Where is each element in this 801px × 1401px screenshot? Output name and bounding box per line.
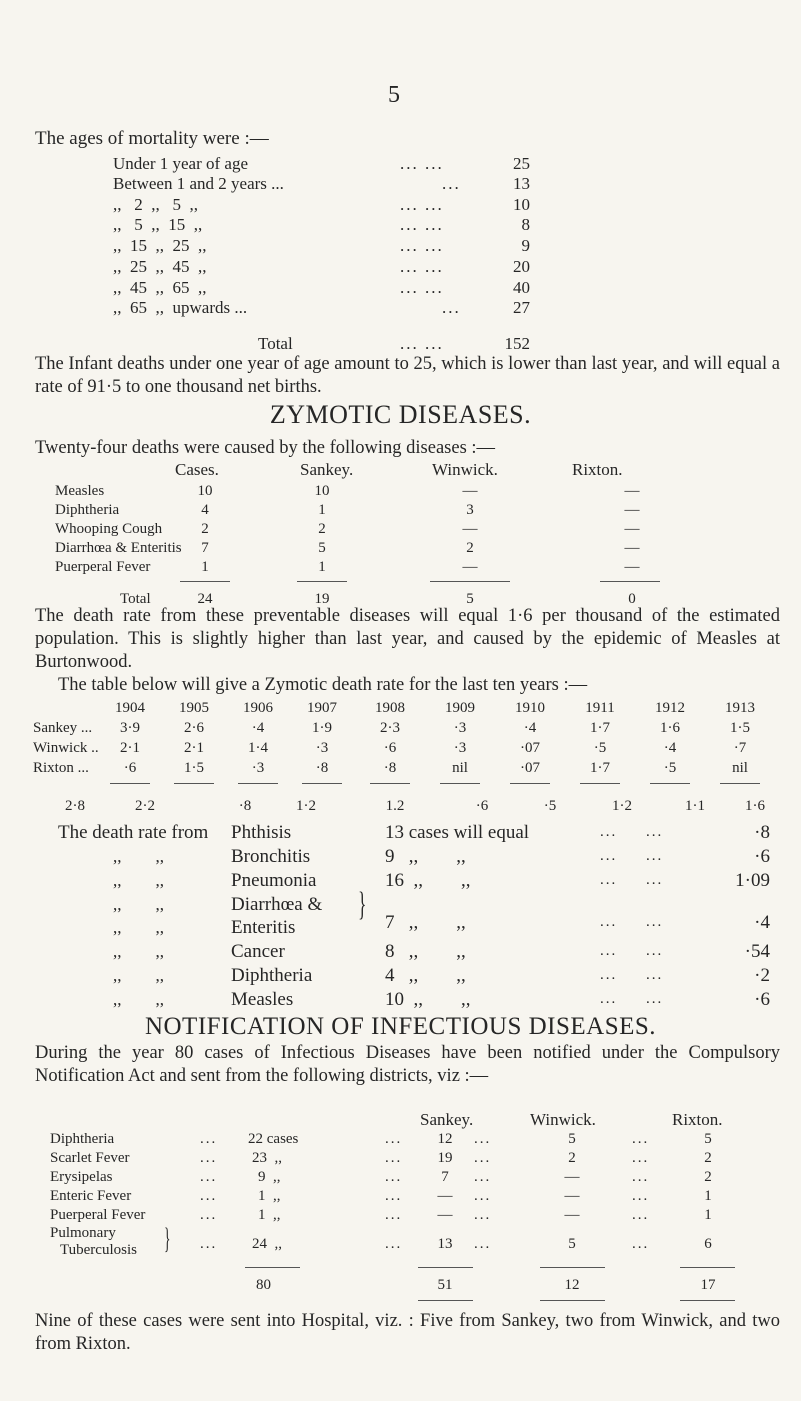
age-row-dots: ...	[442, 174, 461, 193]
notification-heading: NOTIFICATION OF INFECTIOUS DISEASES.	[144, 1013, 657, 1040]
ten-year-total: ·8	[238, 798, 252, 814]
rule	[370, 783, 410, 784]
death-rate-value: ·6	[754, 989, 770, 1010]
notification-dots: ...	[632, 1207, 650, 1223]
age-row-dots: ... ...	[400, 215, 444, 234]
death-rate-ditto: ,, ,,	[113, 871, 164, 890]
age-row-label: Between 1 and 2 years ...	[113, 174, 284, 193]
zymotic-row-name: Diarrhœa & Enteritis	[55, 540, 182, 556]
ten-year-cell: 1·4	[248, 740, 268, 756]
notification-footer: Nine of these cases were sent into Hospital, viz. : Five from Sankey, two from Winwick, and two from Rixton.	[35, 1311, 780, 1354]
ten-year-intro: The table below will give a Zymotic death rate for the last ten years :—	[58, 675, 588, 695]
age-row-dots: ... ...	[400, 257, 444, 276]
ten-year-row-name: Rixton ...	[33, 760, 89, 776]
notification-row-cases: 22 cases	[248, 1131, 299, 1147]
death-rate-value: ·54	[744, 941, 770, 962]
zymotic-total-cases: 24	[197, 591, 213, 607]
ten-year-cell: 1·7	[590, 760, 610, 776]
zymotic-total-sankey: 19	[314, 591, 330, 607]
notification-total-rixton: 17	[700, 1277, 716, 1293]
notification-row-rixton: 2	[704, 1150, 712, 1166]
age-row-value: 25	[513, 154, 530, 173]
zymotic-row-rixton: —	[624, 559, 640, 575]
zymotic-total-winwick: 5	[466, 591, 474, 607]
death-rate-cases: 16 ,, ,,	[385, 870, 471, 891]
ten-year-total: ·6	[475, 798, 489, 814]
notification-dots: ...	[474, 1188, 492, 1204]
ten-year-cell: ·5	[593, 740, 607, 756]
notification-row-rixton: 6	[704, 1236, 712, 1252]
col-header-winwick: Winwick.	[530, 1110, 596, 1129]
ten-year-cell: ·07	[520, 740, 540, 756]
age-row-label: Under 1 year of age	[113, 154, 248, 173]
rule	[418, 1300, 473, 1301]
ten-year-cell: ·4	[251, 720, 265, 736]
death-rate-ditto: ,, ,,	[113, 918, 164, 937]
notification-dots: ...	[474, 1131, 492, 1147]
age-row-dots: ... ...	[400, 154, 444, 173]
ten-year-cell: ·07	[520, 760, 540, 776]
death-rate-disease: Phthisis	[231, 822, 292, 843]
zymotic-row-rixton: —	[624, 521, 640, 537]
ten-year-cell: 2·1	[120, 740, 140, 756]
ages-total-label: Total	[258, 334, 293, 353]
notification-total-sankey: 51	[437, 1277, 453, 1293]
zymotic-row-sankey: 2	[318, 521, 326, 537]
zymotic-row-rixton: —	[624, 502, 640, 518]
notification-row-name: Puerperal Fever	[50, 1207, 146, 1223]
death-rate-cases: 10 ,, ,,	[385, 989, 471, 1010]
ten-year-cell: ·4	[663, 740, 677, 756]
zymotic-row-sankey: 1	[318, 559, 326, 575]
year-header: 1913	[725, 700, 755, 716]
col-header-rixton: Rixton.	[572, 460, 623, 479]
ten-year-cell: ·3	[453, 740, 467, 756]
notification-row-winwick: —	[564, 1188, 580, 1204]
death-rate-dots: ... ...	[600, 967, 664, 983]
rule	[430, 581, 510, 582]
zymotic-heading: ZYMOTIC DISEASES.	[269, 400, 532, 429]
rule	[180, 581, 230, 582]
zymotic-row-name: Puerperal Fever	[55, 559, 151, 575]
zymotic-row-winwick: —	[462, 483, 478, 499]
rule	[245, 1267, 300, 1268]
notification-row-winwick: 5	[568, 1131, 576, 1147]
ages-total-value: 152	[504, 334, 530, 353]
death-rate-dots: ... ...	[600, 991, 664, 1007]
rule	[580, 783, 620, 784]
death-rate-cases: 7 ,, ,,	[385, 912, 466, 933]
notification-dots: ...	[632, 1236, 650, 1252]
ten-year-total: 1·2	[612, 798, 632, 814]
ten-year-cell: 3·9	[120, 720, 140, 736]
notification-row-winwick: 5	[568, 1236, 576, 1252]
ten-year-total: 1·6	[745, 798, 765, 814]
notification-dots: ...	[200, 1236, 218, 1252]
death-rate-dots: ... ...	[600, 824, 664, 840]
death-rate-value: ·6	[754, 846, 770, 867]
zymotic-row-sankey: 5	[318, 540, 326, 556]
zymotic-rate-paragraph: The death rate from these preventable diseases will equal 1·6 per thousand of the estimated population. This is slightly higher than last year, and caused by the epidemic of Measles at Burtonwood.	[35, 606, 780, 672]
notification-dots: ...	[385, 1169, 403, 1185]
notification-row-sankey: 7	[441, 1169, 449, 1185]
death-rate-disease: Enteritis	[231, 917, 296, 938]
rule	[540, 1300, 605, 1301]
death-rate-dots: ... ...	[600, 872, 664, 888]
notification-dots: ...	[474, 1150, 492, 1166]
notification-row-cases: 1 ,,	[258, 1188, 281, 1204]
infant-deaths-paragraph: The Infant deaths under one year of age amount to 25, which is lower than last year, and will equal a rate of 91·5 to one thousand net births.	[35, 354, 780, 397]
zymotic-row-cases: 4	[201, 502, 209, 518]
ten-year-cell: ·4	[523, 720, 537, 736]
page-number: 5	[388, 82, 400, 108]
zymotic-row-sankey: 10	[314, 483, 330, 499]
ten-year-cell: ·5	[663, 760, 677, 776]
zymotic-row-cases: 1	[201, 559, 209, 575]
notification-row-cases: 9 ,,	[258, 1169, 281, 1185]
notification-row-cases: 1 ,,	[258, 1207, 281, 1223]
col-header-rixton: Rixton.	[672, 1110, 723, 1129]
notification-dots: ...	[385, 1236, 403, 1252]
ten-year-cell: ·3	[315, 740, 329, 756]
rule	[720, 783, 760, 784]
ten-year-cell: ·8	[383, 760, 397, 776]
notification-dots: ...	[200, 1188, 218, 1204]
notification-dots: ...	[385, 1131, 403, 1147]
notification-intro: During the year 80 cases of Infectious Diseases have been notified under the Compulsory Notification Act and sent from the following districts, viz :—	[35, 1043, 780, 1086]
rule	[238, 783, 278, 784]
rule	[110, 783, 150, 784]
notification-dots: ...	[632, 1169, 650, 1185]
zymotic-row-rixton: —	[624, 540, 640, 556]
ages-total-dots: ... ...	[400, 334, 444, 353]
death-rate-disease: Measles	[231, 989, 294, 1010]
notification-row-rixton: 5	[704, 1131, 712, 1147]
notification-row-rixton: 1	[704, 1207, 712, 1223]
death-rate-value: 1·09	[735, 870, 770, 891]
notification-dots: ...	[385, 1150, 403, 1166]
col-header-sankey: Sankey.	[300, 460, 354, 479]
age-row-label: ,, 45 ,, 65 ,,	[113, 278, 207, 297]
ten-year-cell: nil	[452, 760, 468, 776]
notification-row-rixton: 2	[704, 1169, 712, 1185]
age-row-value: 27	[513, 298, 530, 317]
death-rate-ditto: ,, ,,	[113, 847, 164, 866]
rule	[302, 783, 342, 784]
age-row-value: 9	[521, 236, 530, 255]
notification-total-cases: 80	[256, 1277, 271, 1293]
ten-year-total: 1·1	[685, 798, 705, 814]
year-header: 1906	[243, 700, 273, 716]
death-rate-disease: Pneumonia	[231, 870, 317, 891]
ten-year-cell: ·6	[123, 760, 137, 776]
notification-dots: ...	[474, 1169, 492, 1185]
ten-year-cell: 2·6	[184, 720, 204, 736]
notification-row-sankey: 19	[437, 1150, 453, 1166]
notification-dots: ...	[200, 1150, 218, 1166]
notification-dots: ...	[385, 1207, 403, 1223]
notification-row-name: Enteric Fever	[50, 1188, 132, 1204]
death-rate-ditto: ,, ,,	[113, 942, 164, 961]
notification-dots: ...	[632, 1131, 650, 1147]
zymotic-total-rixton: 0	[628, 591, 636, 607]
col-header-cases: Cases.	[175, 460, 219, 479]
col-header-winwick: Winwick.	[432, 460, 498, 479]
death-rate-ditto: ,, ,,	[113, 966, 164, 985]
ten-year-total: 1·2	[296, 798, 316, 814]
zymotic-row-sankey: 1	[318, 502, 326, 518]
death-rate-dots: ... ...	[600, 943, 664, 959]
rule	[680, 1300, 735, 1301]
death-rate-cases: 8 ,, ,,	[385, 941, 466, 962]
notification-dots: ...	[474, 1207, 492, 1223]
year-header: 1910	[515, 700, 545, 716]
age-row-label: ,, 25 ,, 45 ,,	[113, 257, 207, 276]
death-rate-lead: The death rate from	[58, 822, 209, 843]
brace-icon: }	[358, 886, 367, 923]
zymotic-row-winwick: —	[462, 521, 478, 537]
age-row-value: 8	[521, 215, 530, 234]
rule	[540, 1267, 605, 1268]
notification-dots: ...	[385, 1188, 403, 1204]
zymotic-row-name: Diphtheria	[55, 502, 120, 518]
year-header: 1904	[115, 700, 145, 716]
age-row-value: 20	[513, 257, 530, 276]
ten-year-total: 1.2	[385, 798, 405, 814]
zymotic-total-label: Total	[120, 591, 151, 607]
notification-row-name: Scarlet Fever	[50, 1150, 130, 1166]
ten-year-cell: 1·9	[312, 720, 332, 736]
death-rate-value: ·4	[754, 912, 770, 933]
death-rate-disease: Bronchitis	[231, 846, 311, 867]
zymotic-row-name: Measles	[55, 483, 105, 499]
notification-row-rixton: 1	[704, 1188, 712, 1204]
age-row-dots: ...	[442, 298, 461, 317]
rule	[510, 783, 550, 784]
age-row-label: ,, 5 ,, 15 ,,	[113, 215, 203, 234]
age-row-label: ,, 2 ,, 5 ,,	[113, 195, 198, 214]
notification-row-name: Pulmonary	[50, 1225, 116, 1241]
ten-year-cell: ·3	[453, 720, 467, 736]
ten-year-cell: 2·1	[184, 740, 204, 756]
zymotic-row-rixton: —	[624, 483, 640, 499]
notification-dots: ...	[632, 1150, 650, 1166]
age-row-label: ,, 15 ,, 25 ,,	[113, 236, 207, 255]
age-row-value: 10	[513, 195, 530, 214]
death-rate-value: ·8	[754, 822, 770, 843]
notification-dots: ...	[200, 1131, 218, 1147]
rule	[600, 581, 660, 582]
age-row-dots: ... ...	[400, 278, 444, 297]
rule	[650, 783, 690, 784]
death-rate-dots: ... ...	[600, 914, 664, 930]
year-header: 1905	[179, 700, 209, 716]
death-rate-value: ·2	[754, 965, 770, 986]
death-rate-disease: Cancer	[231, 941, 285, 962]
ten-year-row-name: Winwick ..	[33, 740, 99, 756]
zymotic-row-cases: 10	[197, 483, 213, 499]
year-header: 1908	[375, 700, 405, 716]
zymotic-intro: Twenty-four deaths were caused by the following diseases :—	[35, 438, 496, 458]
rule	[440, 783, 480, 784]
rule	[680, 1267, 735, 1268]
ten-year-cell: ·8	[315, 760, 329, 776]
death-rate-cases: 9 ,, ,,	[385, 846, 466, 867]
age-row-dots: ... ...	[400, 195, 444, 214]
ten-year-total: 2·8	[65, 798, 85, 814]
ten-year-cell: 1·5	[184, 760, 204, 776]
notification-row-sankey: 12	[437, 1131, 453, 1147]
ten-year-cell: ·6	[383, 740, 397, 756]
ten-year-cell: 1·5	[730, 720, 750, 736]
rule	[174, 783, 214, 784]
ten-year-cell: ·7	[733, 740, 747, 756]
ten-year-row-name: Sankey ...	[33, 720, 93, 736]
ten-year-cell: nil	[732, 760, 748, 776]
notification-dots: ...	[632, 1188, 650, 1204]
ten-year-cell: 1·6	[660, 720, 680, 736]
zymotic-row-winwick: —	[462, 559, 478, 575]
year-header: 1909	[445, 700, 475, 716]
col-header-sankey: Sankey.	[420, 1110, 474, 1129]
death-rate-cases: 4 ,, ,,	[385, 965, 466, 986]
notification-row-winwick: —	[564, 1207, 580, 1223]
notification-row-winwick: —	[564, 1169, 580, 1185]
zymotic-row-winwick: 3	[466, 502, 474, 518]
notification-row-cases: 23 ,,	[252, 1150, 282, 1166]
notification-row-winwick: 2	[568, 1150, 576, 1166]
zymotic-row-winwick: 2	[466, 540, 474, 556]
notification-row-sankey: —	[437, 1207, 453, 1223]
age-row-value: 13	[513, 174, 530, 193]
notification-total-winwick: 12	[564, 1277, 580, 1293]
zymotic-row-cases: 2	[201, 521, 209, 537]
notification-dots: ...	[200, 1207, 218, 1223]
year-header: 1907	[307, 700, 337, 716]
ten-year-total: 2·2	[135, 798, 155, 814]
rule	[418, 1267, 473, 1268]
notification-row-cases: 24 ,,	[252, 1236, 282, 1252]
brace-icon: }	[163, 1222, 171, 1255]
death-rate-ditto: ,, ,,	[113, 895, 164, 914]
ten-year-cell: ·3	[251, 760, 265, 776]
ages-intro: The ages of mortality were :—	[35, 128, 269, 149]
ten-year-cell: 2·3	[380, 720, 400, 736]
death-rate-disease: Diphtheria	[231, 965, 313, 986]
zymotic-row-cases: 7	[201, 540, 209, 556]
death-rate-ditto: ,, ,,	[113, 990, 164, 1009]
rule	[297, 581, 347, 582]
age-row-value: 40	[513, 278, 530, 297]
notification-dots: ...	[200, 1169, 218, 1185]
age-row-label: ,, 65 ,, upwards ...	[113, 298, 248, 317]
notification-row-name: Diphtheria	[50, 1131, 115, 1147]
death-rate-dots: ... ...	[600, 848, 664, 864]
ten-year-total: ·5	[543, 798, 557, 814]
death-rate-cases: 13 cases will equal	[385, 822, 530, 843]
notification-row-name: Erysipelas	[50, 1169, 113, 1185]
ten-year-cell: 1·7	[590, 720, 610, 736]
year-header: 1912	[655, 700, 685, 716]
year-header: 1911	[585, 700, 615, 716]
age-row-dots: ... ...	[400, 236, 444, 255]
notification-row-name-line2: Tuberculosis	[60, 1242, 137, 1258]
death-rate-disease: Diarrhœa &	[231, 894, 323, 915]
zymotic-row-name: Whooping Cough	[55, 521, 163, 537]
notification-dots: ...	[474, 1236, 492, 1252]
notification-row-sankey: 13	[437, 1236, 453, 1252]
notification-row-sankey: —	[437, 1188, 453, 1204]
